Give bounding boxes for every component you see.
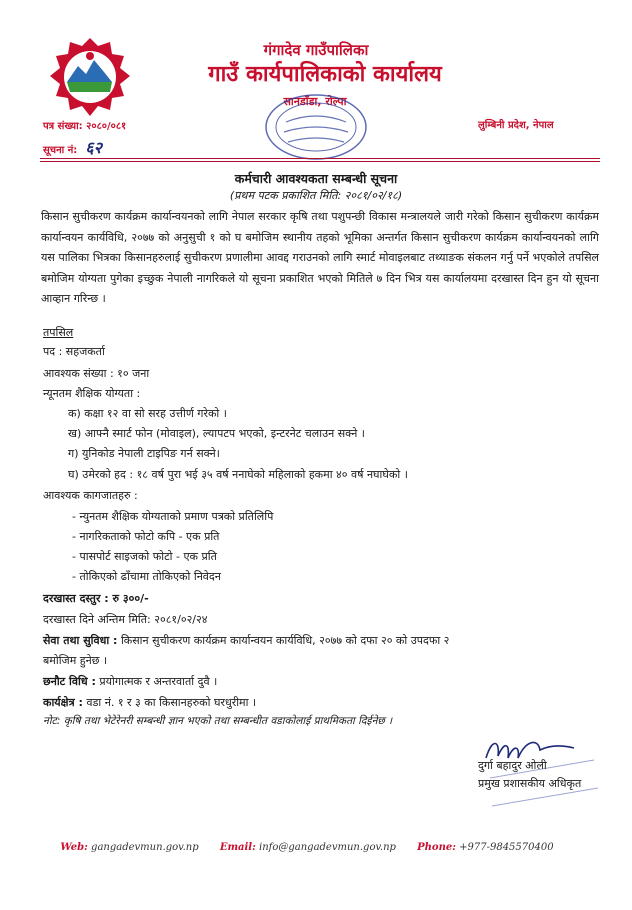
- notice-title: कर्मचारी आवश्यकता सम्बन्धी सूचना: [234, 171, 398, 186]
- qualification-heading: न्यूनतम शैक्षिक योग्यता :: [43, 387, 141, 400]
- note-line: नोट: कृषि तथा भेटेरेनरी सम्बन्धी ज्ञान भएको तथा सम्बन्धीत वडाकोलाई प्राथमिकता दिईनेछ ।: [43, 715, 393, 727]
- province-label: लुम्बिनी प्रदेश, नेपाल: [478, 120, 554, 131]
- service-line: सेवा तथा सुविधा : किसान सुचीकरण कार्यक्रम कार्यान्वयन कार्यविधि, २०७७ को दफा २० को उपदफा २: [43, 634, 450, 647]
- phone-number: +977-9845570400: [459, 842, 554, 853]
- work-area: कार्यक्षेत्र : वडा नं. १ र ३ का किसानहरुको घरधुरीमा ।: [43, 696, 257, 709]
- office-seal-stamp: [262, 92, 370, 162]
- website-link[interactable]: gangadevmun.gov.np: [91, 842, 199, 853]
- qualification-item: ख) आफ्नै स्मार्ट फोन (मोवाइल), ल्यापटप भएको, इन्टरनेट चलाउन सक्ने ।: [68, 427, 365, 440]
- count-line: आवश्यक संख्या : १० जना: [43, 367, 150, 380]
- qualification-item: ग) युनिकोड नेपाली टाइपिङ गर्न सक्ने।: [68, 447, 220, 460]
- office-address: सानडाँडा, रोल्पा: [283, 95, 347, 108]
- post-line: पद : सहजकर्ता: [43, 345, 105, 358]
- notice-number: सूचना नं: ६२: [43, 138, 102, 157]
- reference-number: पत्र संख्या: २०८०/०८१: [43, 121, 127, 132]
- document-item: - पासपोर्ट साइजको फोटो - एक प्रति: [72, 550, 217, 563]
- email-link[interactable]: info@gangadevmun.gov.np: [259, 842, 396, 853]
- qualification-item: घ) उमेरको हद : १८ वर्ष पुरा भई ३५ वर्ष ननाघेको महिलाको हकमा ४० वर्ष नघाघेको ।: [68, 468, 408, 481]
- document-item: - तोकिएको ढाँचामा तोकिएको निवेदन: [72, 570, 221, 583]
- signatory-title: प्रमुख प्रशासकीय अधिकृत: [478, 777, 582, 790]
- details-heading: तपसिल: [43, 326, 74, 339]
- service-line-cont: बमोजिम हुनेछ ।: [43, 654, 108, 667]
- document-item: - न्युनतम शैक्षिक योग्यताको प्रमाण पत्रको प्रतिलिपि: [72, 510, 274, 523]
- contact-footer: Web: gangadevmun.gov.np Email: info@gangadevmun.gov.np Phone: +977-9845570400: [60, 842, 554, 853]
- documents-heading: आवश्यक कागजातहरु :: [43, 489, 138, 502]
- municipality-name: गंगादेव गाउँपालिका: [263, 41, 369, 59]
- publish-date: (प्रथम पटक प्रकाशित मिति: २०८१/०२/१८): [229, 189, 403, 202]
- document-item: - नागरिकताको फोटो कपि - एक प्रति: [72, 530, 220, 543]
- office-name: गाउँ कार्यपालिकाको कार्यालय: [208, 62, 442, 87]
- signatory-name: दुर्गा बहादुर ओली: [478, 759, 547, 772]
- qualification-item: क) कक्षा १२ वा सो सरह उत्तीर्ण गरेको ।: [68, 407, 227, 420]
- header-divider: [40, 158, 600, 159]
- notice-body: किसान सुचीकरण कार्यक्रम कार्यान्वयनको लागि नेपाल सरकार कृषि तथा पशुपन्छी विकास मन्त्रालयले जारी गरेको किसान सुचीकरण कार्यक्रम कार्यान्वयन कार्यविधि, २०७७ को अनुसुची १ को घ बमोजिम स्थानीय तहको भूमिका अन्तर्गत किसान सुचीकरण कार्यक्रम कार्यान्वयनको लागि यस पालिका भित्रका किसानहरुलाई सुचीकरण प्रणालीमा आवद्द गराउनको लागि स्मार्ट मोवाइलबाट तथ्याङक संकलन गर्नु पर्ने भएकोले तपसिल बमोजिम योग्यता पुगेका इच्छुक नेपाली नागरिकले यो सूचना प्रकाशित भएको मितिले ७ दिन भित्र यस कार्यालयमा दरखास्त दिन हुन यो सूचना आव्हान गरिन्छ ।: [41, 210, 599, 305]
- selection-method: छनौट विधि : प्रयोगात्मक र अन्तरवार्ता दुवै ।: [43, 675, 218, 688]
- header-divider-2: [40, 161, 600, 162]
- application-fee: दरखास्त दस्तुर : रु ३००/-: [43, 592, 149, 605]
- application-deadline: दरखास्त दिने अन्तिम मिति: २०८१/०२/२४: [43, 613, 208, 626]
